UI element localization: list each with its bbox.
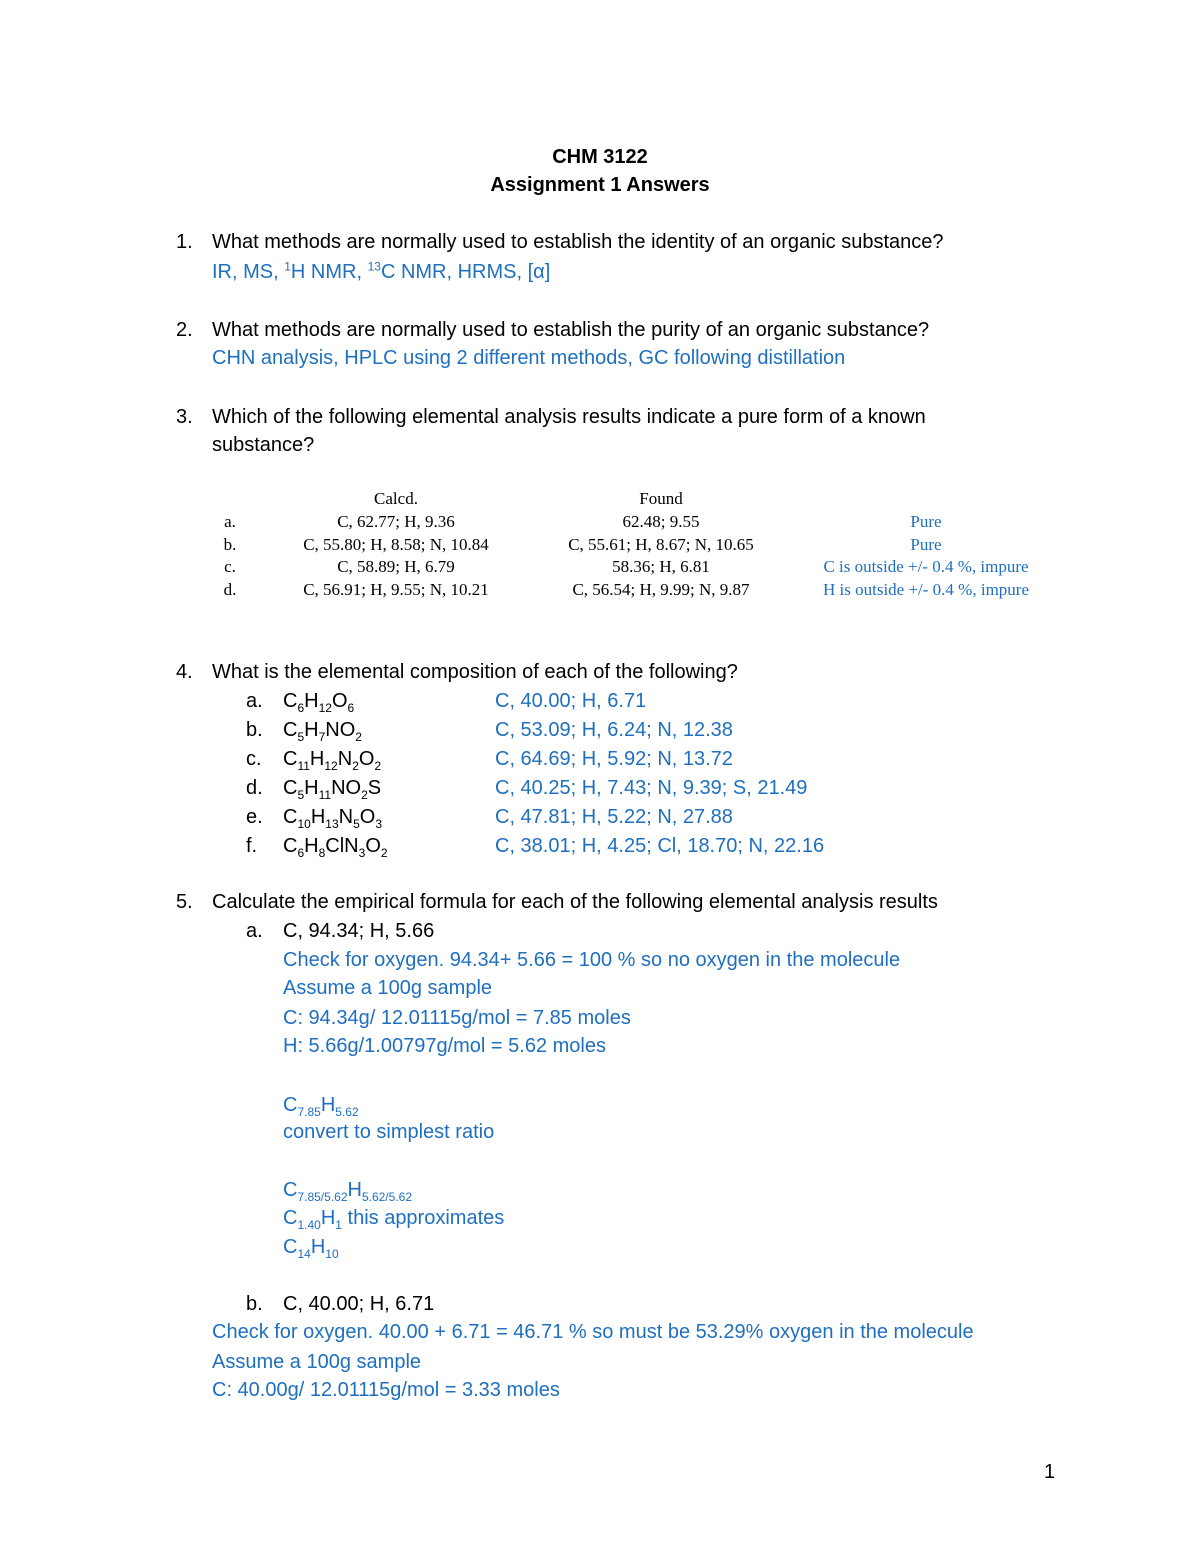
q4-item-formula: $C_6H_{12}O_6$ [283,690,355,715]
q5a-line: Check for oxygen. 94.34+ 5.66 = 100 % so no oxygen in the molecule [283,949,901,971]
q5b-line: Assume a 100g sample [212,1351,422,1373]
q4-item-answer: C, 40.25; H, 7.43; N, 9.39; S, 21.49 [495,777,808,799]
q4-item-formula: $C_5H_7NO_2$ [283,719,362,744]
q5a-line: H: 5.66g/1.00797g/mol = 5.62 moles [283,1035,606,1057]
row-found: 62.48; 9.55 [622,512,700,531]
q4-item-formula: $C_6H_8ClN_3O_2$ [283,835,388,860]
q4-item-answer: C, 47.81; H, 5.22; N, 27.88 [495,806,733,828]
q4-question: What is the elemental composition of each of the following? [212,661,738,683]
header-found: Found [639,489,683,508]
q5a-line: C: 94.34g/ 12.01115g/mol = 7.85 moles [283,1007,631,1029]
q4-item-answer: C, 40.00; H, 6.71 [495,690,647,712]
header-calcd: Calcd. [374,489,418,508]
q2-answer: CHN analysis, HPLC using 2 different methods, GC following distillation [212,347,846,369]
row-found: 58.36; H, 6.81 [612,557,710,576]
q5a-line: Assume a 100g sample [283,977,493,999]
course-code: CHM 3122 [552,146,648,168]
row-result: Pure [910,512,942,531]
q4-number: 4. [176,661,193,683]
row-calcd: C, 58.89; H, 6.79 [337,557,455,576]
row-result: Pure [910,535,942,554]
q3-question-line2: substance? [212,434,315,456]
q4-item-answer: C, 53.09; H, 6.24; N, 12.38 [495,719,733,741]
q5b-given: C, 40.00; H, 6.71 [283,1293,435,1315]
q1-answer: IR, MS, $^1$H NMR, $^{13}$C NMR, HRMS, [α] [212,259,551,283]
row-result: C is outside +/- 0.4 %, impure [823,557,1029,576]
row-label: b. [223,535,237,554]
q5a-given: C, 94.34; H, 5.66 [283,920,435,942]
q4-item-formula: $C_5H_{11}NO_2S$ [283,777,382,802]
q5a-formula-simplified-chem: $C_{1.40}H_1$ [283,1207,342,1232]
q4-item-answer: C, 38.01; H, 4.25; Cl, 18.70; N, 22.16 [495,835,825,857]
q4-item-label: c. [246,748,262,770]
q5-question: Calculate the empirical formula for each of the following elemental analysis results [212,891,938,913]
q5a-formula-raw: $C_{7.85}H_{5.62}$ [283,1094,359,1119]
q5a-label: a. [246,920,263,942]
q2-question: What methods are normally used to establish the purity of an organic substance? [212,319,930,341]
q4-item-label: b. [246,719,263,741]
row-calcd: C, 56.91; H, 9.55; N, 10.21 [303,580,489,599]
q5b-line: Check for oxygen. 40.00 + 6.71 = 46.71 % so must be 53.29% oxygen in the molecule [212,1321,974,1343]
q2-number: 2. [176,319,193,341]
q3-question-line1: Which of the following elemental analysis results indicate a pure form of a known [212,406,926,428]
q4-item-label: a. [246,690,263,712]
q5a-formula-final: $C_{14}H_{10}$ [283,1236,339,1261]
q1-question: What methods are normally used to establish the identity of an organic substance? [212,231,944,253]
q4-item-formula: $C_{11}H_{12}N_2O_2$ [283,748,382,773]
q5-number: 5. [176,891,193,913]
row-label: c. [224,557,236,576]
row-label: d. [223,580,237,599]
q4-item-label: f. [246,835,258,857]
q4-item-formula: $C_{10}H_{13}N_5O_3$ [283,806,383,831]
q4-item-label: d. [246,777,263,799]
q4-item-label: e. [246,806,263,828]
row-result: H is outside +/- 0.4 %, impure [822,580,1029,599]
q5b-line: C: 40.00g/ 12.01115g/mol = 3.33 moles [212,1379,560,1401]
row-found: C, 55.61; H, 8.67; N, 10.65 [568,535,754,554]
q5a-formula-ratio: $C_{7.85/5.62}H_{5.62/5.62}$ [283,1179,412,1204]
q4-item-answer: C, 64.69; H, 5.92; N, 13.72 [495,748,733,770]
page-number: 1 [1044,1461,1056,1483]
row-label: a. [224,512,236,531]
row-calcd: C, 55.80; H, 8.58; N, 10.84 [303,535,489,554]
row-found: C, 56.54; H, 9.99; N, 9.87 [572,580,750,599]
page-title: Assignment 1 Answers [490,174,710,196]
q5b-label: b. [246,1293,263,1315]
q5a-formula-simplified: $C_{1.40}H_1$ this approximates [283,1207,505,1232]
q1-number: 1. [176,231,193,253]
q3-number: 3. [176,406,193,428]
row-calcd: C, 62.77; H, 9.36 [337,512,455,531]
q5a-convert-note: convert to simplest ratio [283,1121,495,1143]
